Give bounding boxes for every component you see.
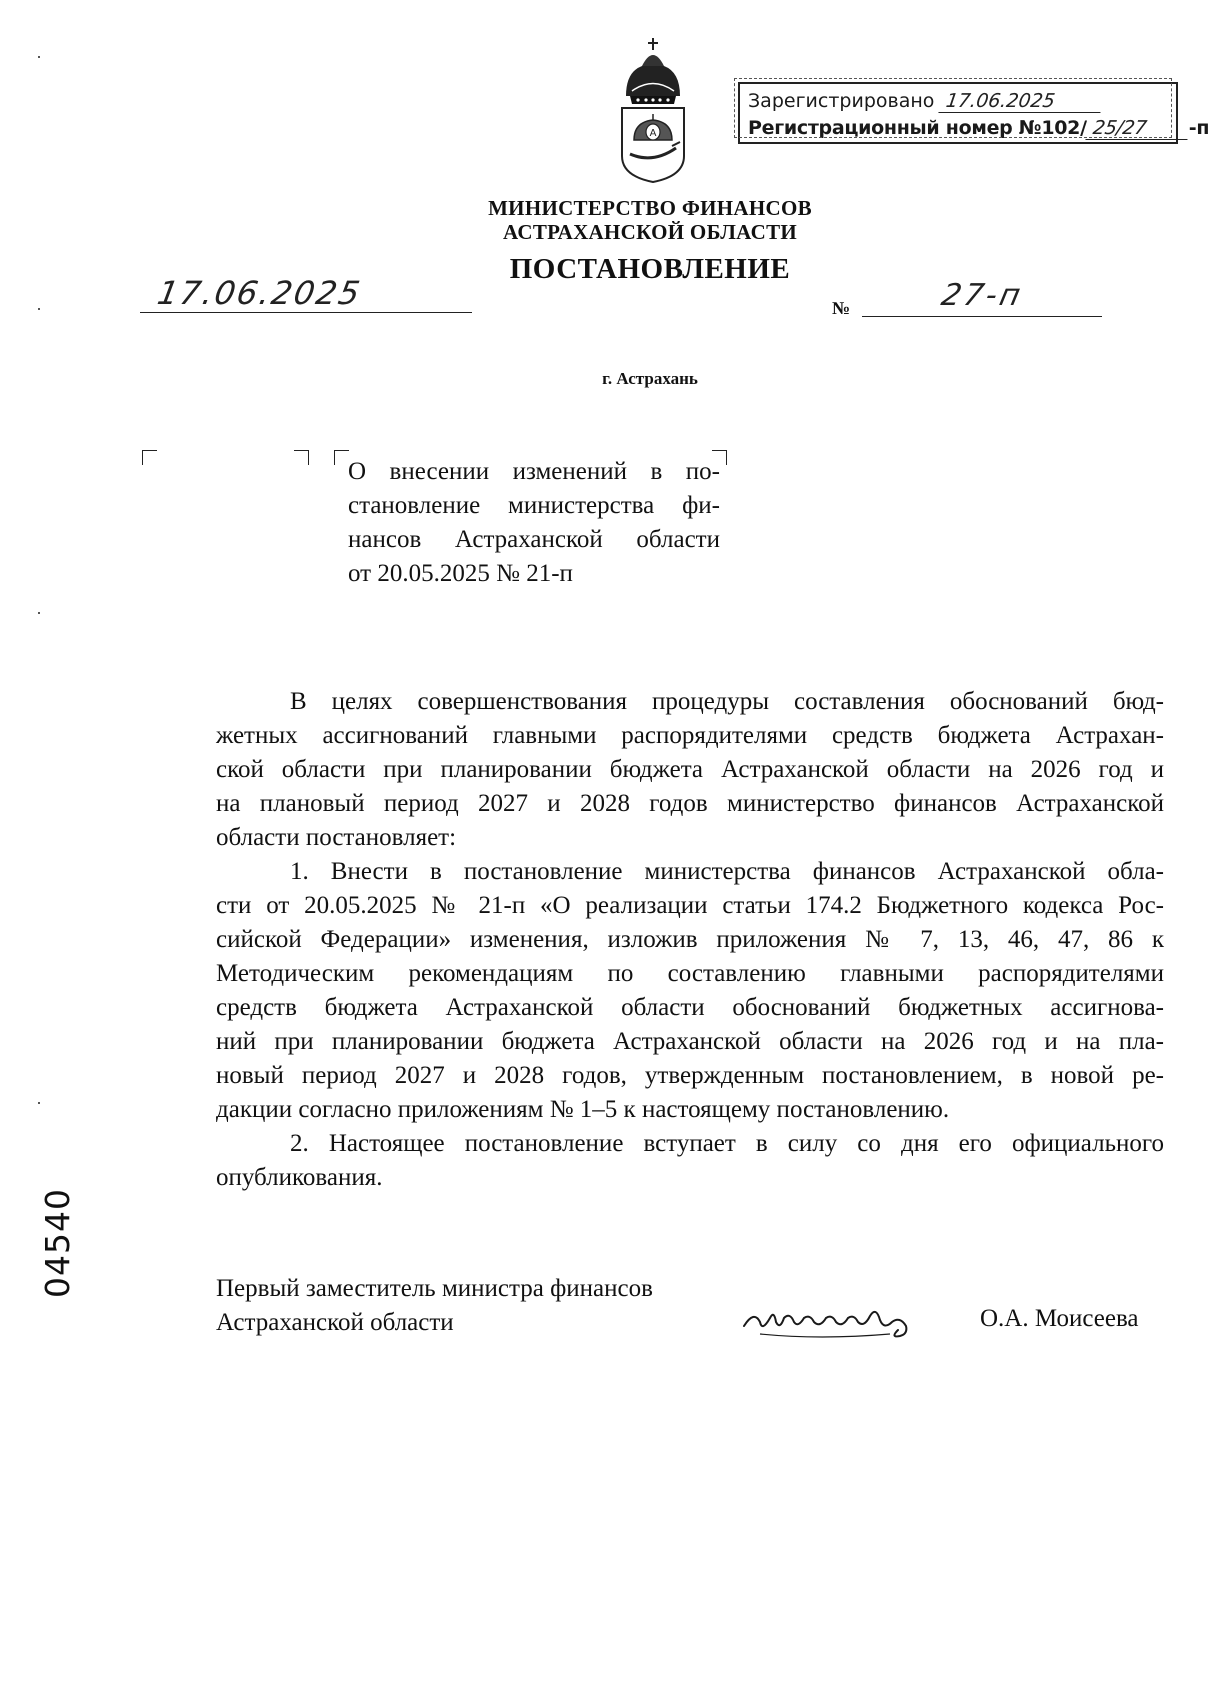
ministry-name-line2: АСТРАХАНСКОЙ ОБЛАСТИ	[502, 220, 798, 244]
bracket-corner-mid	[294, 450, 309, 465]
bracket-corner-left	[142, 450, 157, 465]
body-line: сти от 20.05.2025 № 21-п «О реализации статьи 174.2 Бюджетного кодекса Рос-	[216, 892, 1164, 919]
registration-number-suffix: -п	[1188, 117, 1209, 139]
subject-line: становление министерства фи-	[348, 492, 720, 519]
body-line: 2. Настоящее постановление вступает в силу со дня его официального	[290, 1130, 1164, 1157]
registered-date: 17.06.2025	[939, 90, 1104, 113]
coat-of-arms-emblem	[612, 36, 694, 186]
registration-number-value: 25/27	[1085, 117, 1190, 140]
handwritten-signature	[740, 1296, 940, 1346]
document-date: 17.06.2025	[154, 274, 365, 312]
signatory-title-line1: Первый заместитель министра финансов	[216, 1275, 653, 1302]
svg-text:А: А	[649, 128, 657, 139]
subject-line: от 20.05.2025 № 21-п	[348, 560, 573, 587]
document-subject	[348, 455, 720, 591]
body-line: Методическим рекомендациям по составлению главными распорядителями	[216, 960, 1164, 987]
signatory-title	[216, 1272, 653, 1340]
side-archive-number: 04540	[38, 1188, 77, 1298]
city-line: г. Астрахань	[602, 369, 698, 388]
body-line: области постановляет:	[216, 824, 457, 851]
body-line: средств бюджета Астраханской области обоснований бюджетных ассигнова-	[216, 994, 1164, 1021]
body-line: новый период 2027 и 2028 годов, утвержденным постановлением, в новой ре-	[216, 1062, 1164, 1089]
body-line: дакции согласно приложениям № 1–5 к настоящему постановлению.	[216, 1096, 950, 1123]
body-line: на плановый период 2027 и 2028 годов министерство финансов Астраханской	[216, 790, 1164, 817]
scan-speck	[38, 56, 40, 58]
scan-speck	[38, 1102, 40, 1104]
body-line: опубликования.	[216, 1164, 383, 1191]
document-number-field	[862, 278, 1102, 317]
body-line: сийской Федерации» изменения, изложив приложения № 7, 13, 46, 47, 86 к	[216, 926, 1164, 953]
body-line: ской области при планировании бюджета Астраханской области на 2026 год и	[216, 756, 1164, 783]
subject-line: О внесении изменений в по-	[348, 458, 720, 485]
signatory-title-line2: Астраханской области	[216, 1309, 454, 1336]
document-number: 27-п	[938, 278, 1027, 313]
document-type-title: ПОСТАНОВЛЕНИЕ	[509, 253, 791, 285]
ministry-name-line1: МИНИСТЕРСТВО ФИНАНСОВ	[488, 196, 812, 220]
subject-bracket-open	[334, 450, 349, 465]
document-body	[216, 685, 1164, 1195]
registration-number-label: Регистрационный номер №102/	[748, 117, 1087, 139]
registration-stamp	[738, 82, 1209, 144]
body-line: В целях совершенствования процедуры составления обоснований бюд-	[290, 688, 1164, 715]
registered-label: Зарегистрировано	[748, 90, 935, 112]
body-line: 1. Внести в постановление министерства финансов Астраханской обла-	[290, 858, 1164, 885]
subject-line: нансов Астраханской области	[348, 526, 720, 553]
body-line: жетных ассигнований главными распорядителями средств бюджета Астрахан-	[216, 722, 1164, 749]
scan-speck	[38, 308, 40, 310]
body-line: ний при планировании бюджета Астраханской области на 2026 год и на пла-	[216, 1028, 1164, 1055]
number-sign: №	[832, 298, 851, 318]
document-date-field	[140, 272, 472, 313]
signatory-name: О.А. Моисеева	[980, 1305, 1139, 1332]
ministry-name	[300, 196, 1000, 244]
scan-speck	[38, 612, 40, 614]
